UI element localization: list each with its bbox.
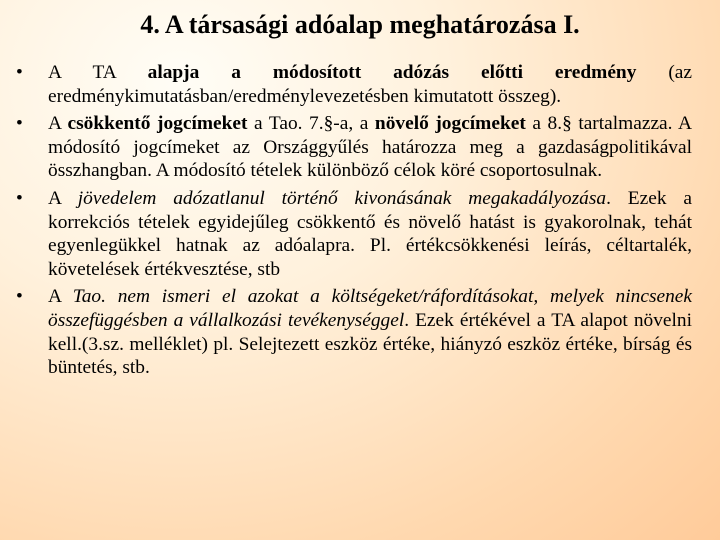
slide-title: 4. A társasági adóalap meghatározása I.	[140, 10, 580, 39]
bullet-item	[16, 187, 692, 281]
bullet-symbol: •	[16, 286, 23, 308]
bullet-text-bold: növelő jogcímeket	[374, 113, 526, 135]
bullet-symbol: •	[16, 187, 23, 209]
bullet-text: a Tao. 7.§-a, a	[247, 113, 375, 135]
bullet-item	[16, 112, 692, 183]
bullet-text: A	[48, 113, 68, 135]
bullet-text-italic: Tao. nem ismeri el azokat a költségeket/ráfordításokat, melyek nincsenek összefüggésben a vállalkozási tevékenységgel	[48, 286, 693, 331]
bullet-list	[16, 61, 692, 384]
bullet-text-italic: jövedelem adózatlanul történő kivonásának megakadályozása	[77, 187, 607, 209]
bullet-text: . Ezek értékével a TA alapot növelni kell.(3.sz. melléklet) pl. Selejtezett eszköz értéke, hiányzó eszköz értéke, bírság és büntetés, stb.	[48, 309, 692, 379]
bullet-text-bold: alapja a módosított adózás előtti eredmény	[147, 62, 637, 83]
bullet-text: . Ezek a korrekciós tételek egyidejűleg csökkentő és növelő hatást is gyakorolnak, tehát egyenlegükkel hatnak az adóalapra. Pl. értékcsökkenési leírás, céltartalék, követelések értékvesztése, stb	[48, 187, 692, 280]
bullet-symbol: •	[16, 113, 23, 135]
bullet-item	[16, 285, 692, 379]
bullet-text-bold: csökkentő jogcímeket	[67, 113, 248, 135]
bullet-text: A	[48, 286, 73, 308]
bullet-item	[16, 61, 692, 108]
bullet-text: A	[48, 187, 78, 209]
bullet-text: (az eredménykimutatásban/eredménylevezetésben kimutatott összeg).	[48, 62, 692, 107]
bullet-text: A TA	[48, 62, 148, 83]
bullet-text: a 8.§ tartalmazza. A módosító jogcímeket az Országgyűlés határozza meg a gazdaságpolitikával összhangban. A módosító tételek különböző célok köré csoportosulnak.	[48, 113, 692, 182]
bullet-symbol: •	[16, 62, 23, 83]
